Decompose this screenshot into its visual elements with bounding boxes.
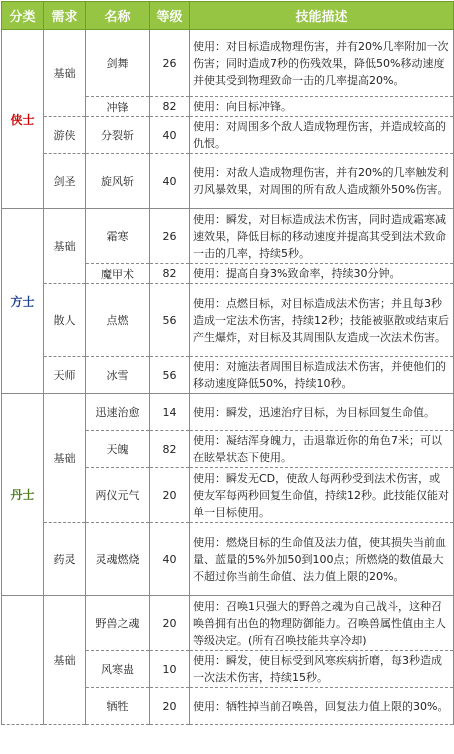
skill-level-cell: 40	[150, 523, 190, 596]
skill-name-cell: 霜寒	[86, 209, 150, 264]
skill-row	[2, 284, 454, 357]
skill-row	[2, 209, 454, 264]
skill-description-cell: 使用：对周围多个敌人造成物理伤害，并造成较高的仇恨。	[190, 117, 454, 154]
skill-level-cell: 40	[150, 117, 190, 154]
skill-description-cell: 使用：点燃目标，对目标造成法术伤害；并且每3秒造成一定法术伤害，持续12秒；技能被驱散或结束后产生爆炸，对目标及其周围队友造成一次法术伤害。	[190, 284, 454, 357]
header-requirement: 需求	[44, 2, 86, 30]
requirement-cell: 散人	[44, 284, 86, 357]
header-category: 分类	[2, 2, 44, 30]
skill-name-cell: 冲锋	[86, 97, 150, 117]
skill-level-cell: 14	[150, 394, 190, 431]
skill-name-cell: 迅速治愈	[86, 394, 150, 431]
skill-level-cell: 56	[150, 284, 190, 357]
skill-description-cell: 使用：瞬发，使目标受到风寒疾病折磨，每3秒造成一次法术伤害，持续15秒。	[190, 651, 454, 688]
skill-description-cell: 使用：对目标造成物理伤害，并有20%几率附加一次伤害；同时造成7秒的伤残效果，降低50%移动速度并使其受到物理致命一击的几率提高20%。	[190, 30, 454, 97]
skill-row	[2, 154, 454, 209]
skill-description-cell: 使用：瞬发，对目标造成法术伤害，同时造成霜寒减速效果，降低目标的移动速度并提高其受到法术致命一击的几率，持续5秒。	[190, 209, 454, 264]
skill-description-cell: 使用：凝结浑身魄力，击退靠近你的角色7米；可以在眩晕状态下使用。	[190, 431, 454, 468]
skill-row	[2, 596, 454, 651]
skill-level-cell: 26	[150, 30, 190, 97]
skill-name-cell: 天魄	[86, 431, 150, 468]
skill-name-cell: 两仪元气	[86, 468, 150, 523]
requirement-cell: 基础	[44, 394, 86, 523]
skill-table	[1, 1, 454, 725]
skill-row	[2, 30, 454, 97]
skill-description-cell: 使用：牺牲掉当前召唤兽，回复法力值上限的30%。	[190, 688, 454, 725]
header-description: 技能描述	[190, 2, 454, 30]
skill-name-cell: 分裂斩	[86, 117, 150, 154]
skill-name-cell: 牺牲	[86, 688, 150, 725]
skill-description-cell: 使用：向目标冲锋。	[190, 97, 454, 117]
skill-description-cell: 使用：对施法者周围目标造成法术伤害，并使他们的移动速度降低50%，持续10秒。	[190, 357, 454, 394]
skill-description-cell: 使用：提高自身3%致命率，持续30分钟。	[190, 264, 454, 284]
skill-row	[2, 394, 454, 431]
skill-description-cell: 使用：对敌人造成物理伤害，并有20%的几率触发利刃风暴效果，对周围的所有敌人造成额外50%伤害。	[190, 154, 454, 209]
class-name-cell: 方士	[2, 209, 44, 394]
requirement-cell: 基础	[44, 209, 86, 284]
skill-row	[2, 523, 454, 596]
skill-level-cell: 20	[150, 468, 190, 523]
skill-level-cell: 10	[150, 651, 190, 688]
skill-description-cell: 使用：瞬发无CD，使敌人每两秒受到法术伤害，或使友军每两秒回复生命值，持续12秒。此技能仅能对单一目标使用。	[190, 468, 454, 523]
skill-name-cell: 旋风斩	[86, 154, 150, 209]
skill-name-cell: 野兽之魂	[86, 596, 150, 651]
requirement-cell: 游侠	[44, 117, 86, 154]
skill-level-cell: 82	[150, 264, 190, 284]
skill-level-cell: 26	[150, 209, 190, 264]
skill-name-cell: 风寒蛊	[86, 651, 150, 688]
skill-level-cell: 82	[150, 97, 190, 117]
header-level: 等级	[150, 2, 190, 30]
class-name-cell: 侠士	[2, 30, 44, 209]
skill-name-cell: 点燃	[86, 284, 150, 357]
skill-name-cell: 剑舞	[86, 30, 150, 97]
requirement-cell: 基础	[44, 30, 86, 117]
class-name-cell: 丹士	[2, 394, 44, 596]
requirement-cell: 剑圣	[44, 154, 86, 209]
requirement-cell: 基础	[44, 596, 86, 725]
skill-level-cell: 56	[150, 357, 190, 394]
skill-name-cell: 灵魂燃烧	[86, 523, 150, 596]
skill-level-cell: 20	[150, 688, 190, 725]
header-name: 名称	[86, 2, 150, 30]
skill-level-cell: 40	[150, 154, 190, 209]
skill-level-cell: 20	[150, 596, 190, 651]
skill-level-cell: 82	[150, 431, 190, 468]
skill-row	[2, 117, 454, 154]
skill-name-cell: 冰雪	[86, 357, 150, 394]
skill-description-cell: 使用：燃烧目标的生命值及法力值，使其损失当前血量、蓝量的5%外加50到100点；所燃烧的数值最大不超过你当前生命值、法力值上限的20%。	[190, 523, 454, 596]
header-row	[2, 2, 454, 30]
requirement-cell: 药灵	[44, 523, 86, 596]
requirement-cell: 天师	[44, 357, 86, 394]
class-name-cell	[2, 596, 44, 725]
skill-row	[2, 357, 454, 394]
skill-table-body	[2, 30, 454, 725]
skill-name-cell: 魔甲术	[86, 264, 150, 284]
skill-description-cell: 使用：召唤1只强大的野兽之魂为自己战斗，这种召唤兽拥有出色的物理防御能力。召唤兽属性值由主人等级决定。(所有召唤技能共享冷却)	[190, 596, 454, 651]
skill-description-cell: 使用：瞬发，迅速治疗目标，为目标回复生命值。	[190, 394, 454, 431]
